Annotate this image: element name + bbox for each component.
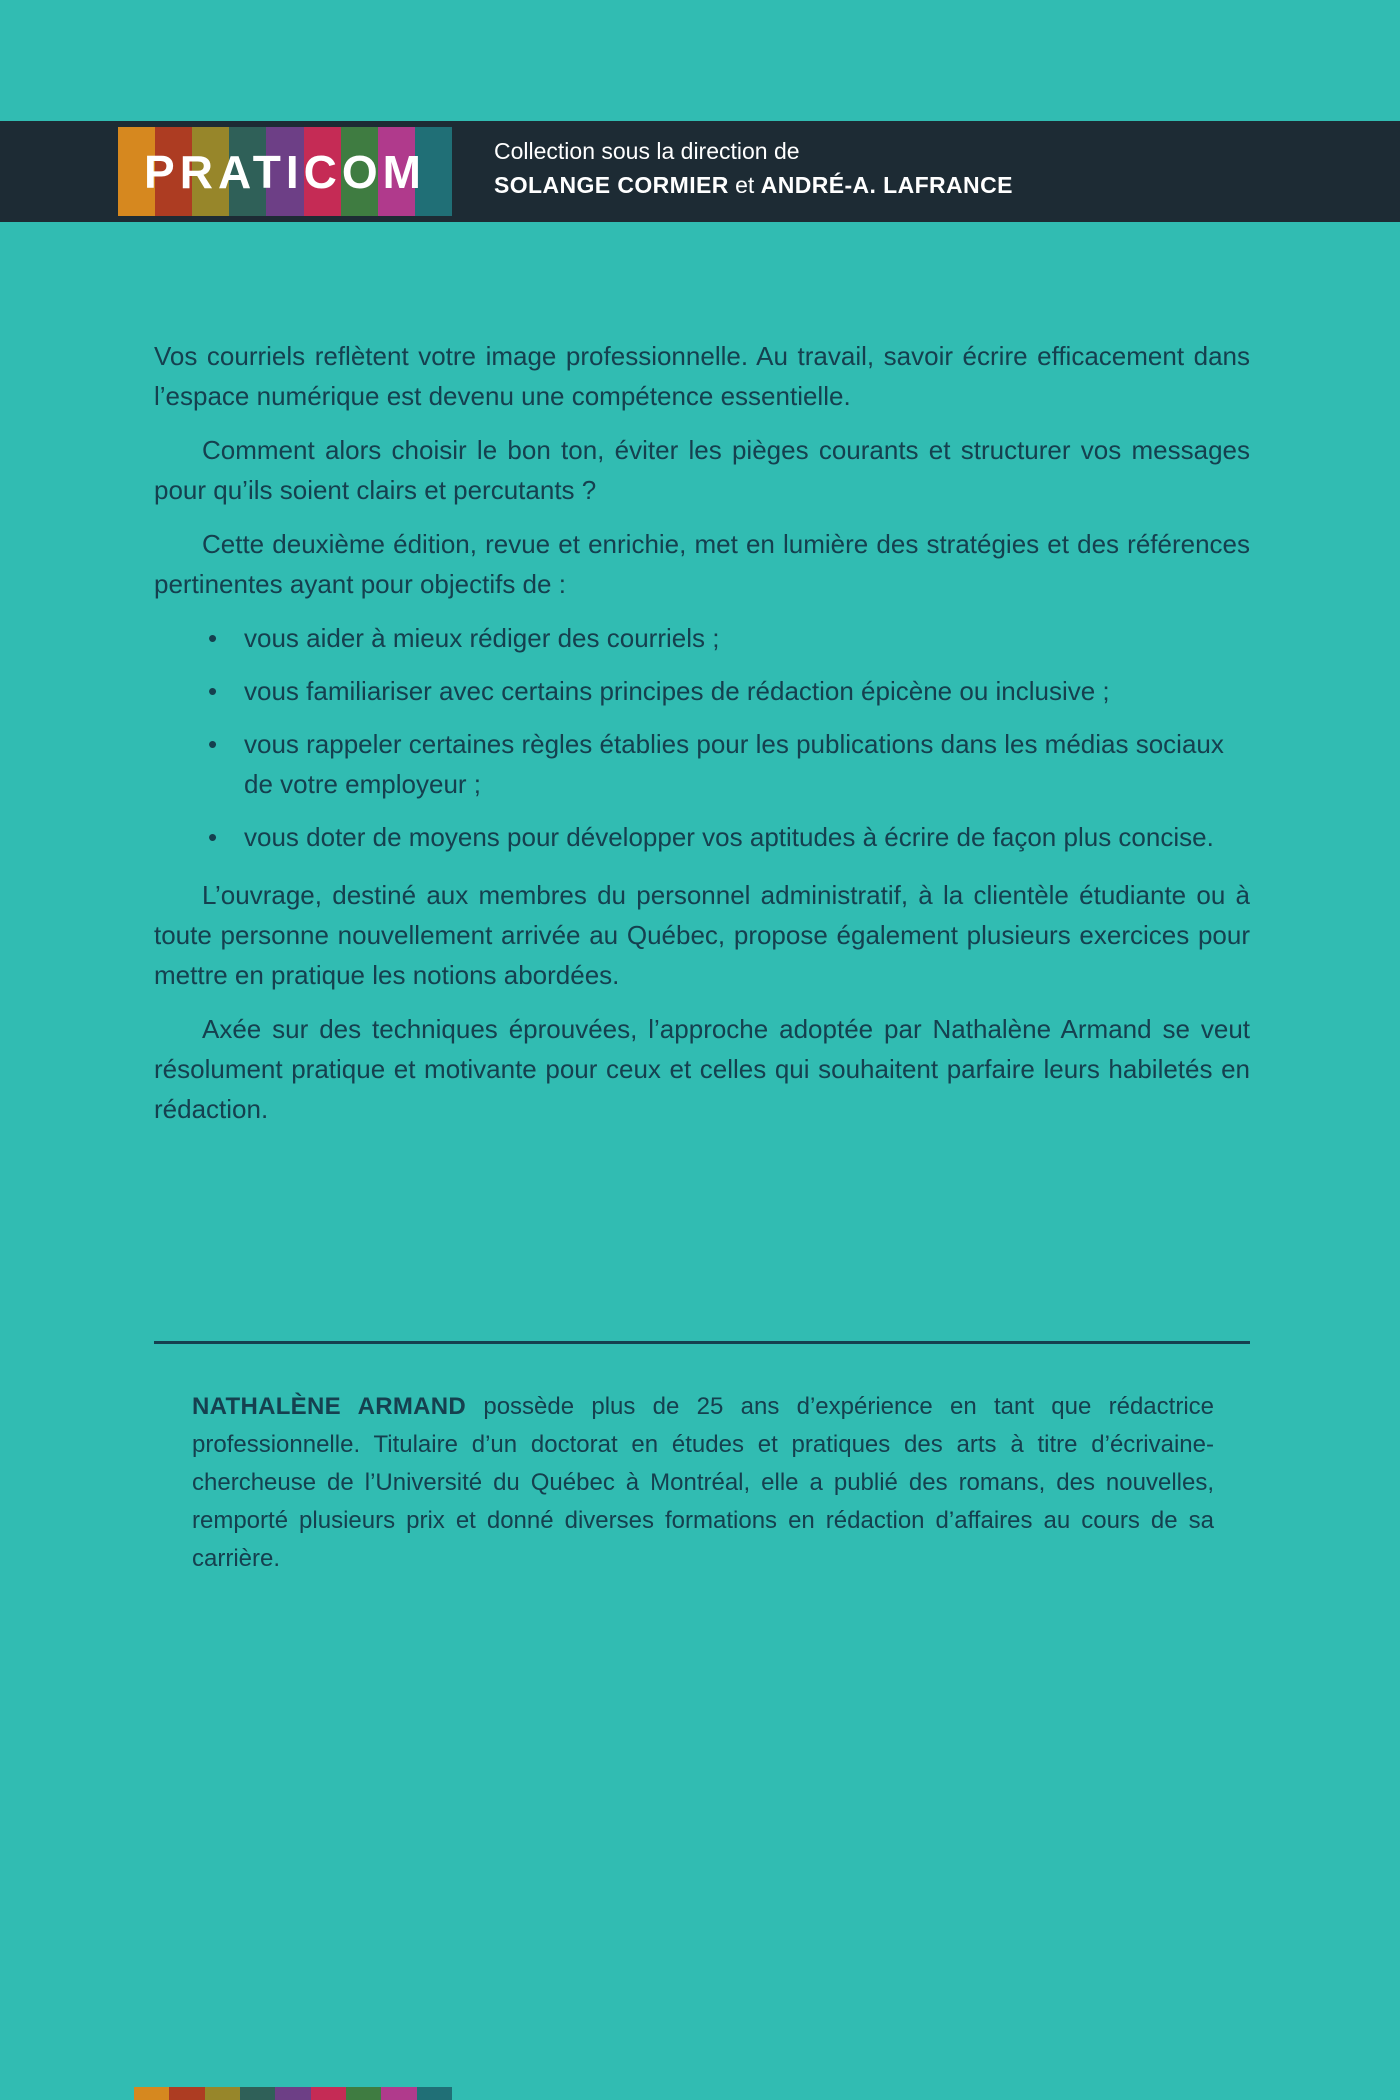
approach-paragraph: Axée sur des techniques éprouvées, l’approche adoptée par Nathalène Armand se veut résolument pratique et motivante pour ceux et celles qui souhaitent parfaire leurs habiletés en rédaction. [154, 1014, 1250, 1124]
color-stripe [275, 2087, 310, 2100]
praticom-logo [118, 127, 452, 216]
color-stripe [381, 2087, 416, 2100]
question-paragraph: Comment alors choisir le bon ton, éviter les pièges courants et structurer vos messages pour qu’ils soient clairs et percutants ? [154, 435, 1250, 505]
back-cover-copy [154, 336, 1250, 1143]
author-name: NATHALÈNE ARMAND [192, 1393, 467, 1420]
color-stripe [240, 2087, 275, 2100]
audience-paragraph: L’ouvrage, destiné aux membres du personnel administratif, à la clientèle étudiante ou à toute personne nouvellement arrivée au Québec, propose également plusieurs exercices pour mettre en pratique les notions abordées. [154, 880, 1250, 990]
edition-paragraph: Cette deuxième édition, revue et enrichie, met en lumière des stratégies et des références pertinentes ayant pour objectifs de : [154, 529, 1250, 599]
divider-rule [154, 1341, 1250, 1344]
list-item: • vous aider à mieux rédiger des courriels ; [208, 618, 1250, 658]
logo-text: PRATICOM [144, 145, 426, 198]
color-stripe [134, 2087, 169, 2100]
header-band [0, 121, 1400, 222]
list-item: • vous doter de moyens pour développer vos aptitudes à écrire de façon plus concise. [208, 817, 1250, 857]
director-name-1: SOLANGE CORMIER [494, 172, 729, 198]
list-item: • vous familiariser avec certains principes de rédaction épicène ou inclusive ; [208, 671, 1250, 711]
color-stripe [205, 2087, 240, 2100]
color-stripe [311, 2087, 346, 2100]
director-conjunction: et [728, 172, 761, 198]
collection-directors [494, 172, 1013, 199]
author-bio-text: possède plus de 25 ans d’expérience en tant que rédactrice professionnelle. Titulaire d’un doctorat en études et pratiques des arts à titre d’écrivaine-chercheuse de l’Université du Québec à Montréal, elle a publié des romans, des nouvelles, remporté plusieurs prix et donné diverses formations en rédaction d’affaires au cours de sa carrière. [192, 1393, 1214, 1572]
bottom-color-stripes [134, 2087, 452, 2100]
author-bio [192, 1388, 1214, 1578]
director-name-2: ANDRÉ-A. LAFRANCE [760, 172, 1013, 198]
intro-paragraph: Vos courriels reflètent votre image professionnelle. Au travail, savoir écrire efficacement dans l’espace numérique est devenu une compétence essentielle. [154, 341, 1250, 411]
color-stripe [417, 2087, 452, 2100]
collection-prefix: Collection sous la direction de [494, 138, 800, 164]
collection-credits [494, 138, 1013, 199]
color-stripe [346, 2087, 381, 2100]
objectives-list [154, 618, 1250, 857]
color-stripe [169, 2087, 204, 2100]
list-item: • vous rappeler certaines règles établies pour les publications dans les médias sociaux de votre employeur ; [208, 724, 1250, 804]
